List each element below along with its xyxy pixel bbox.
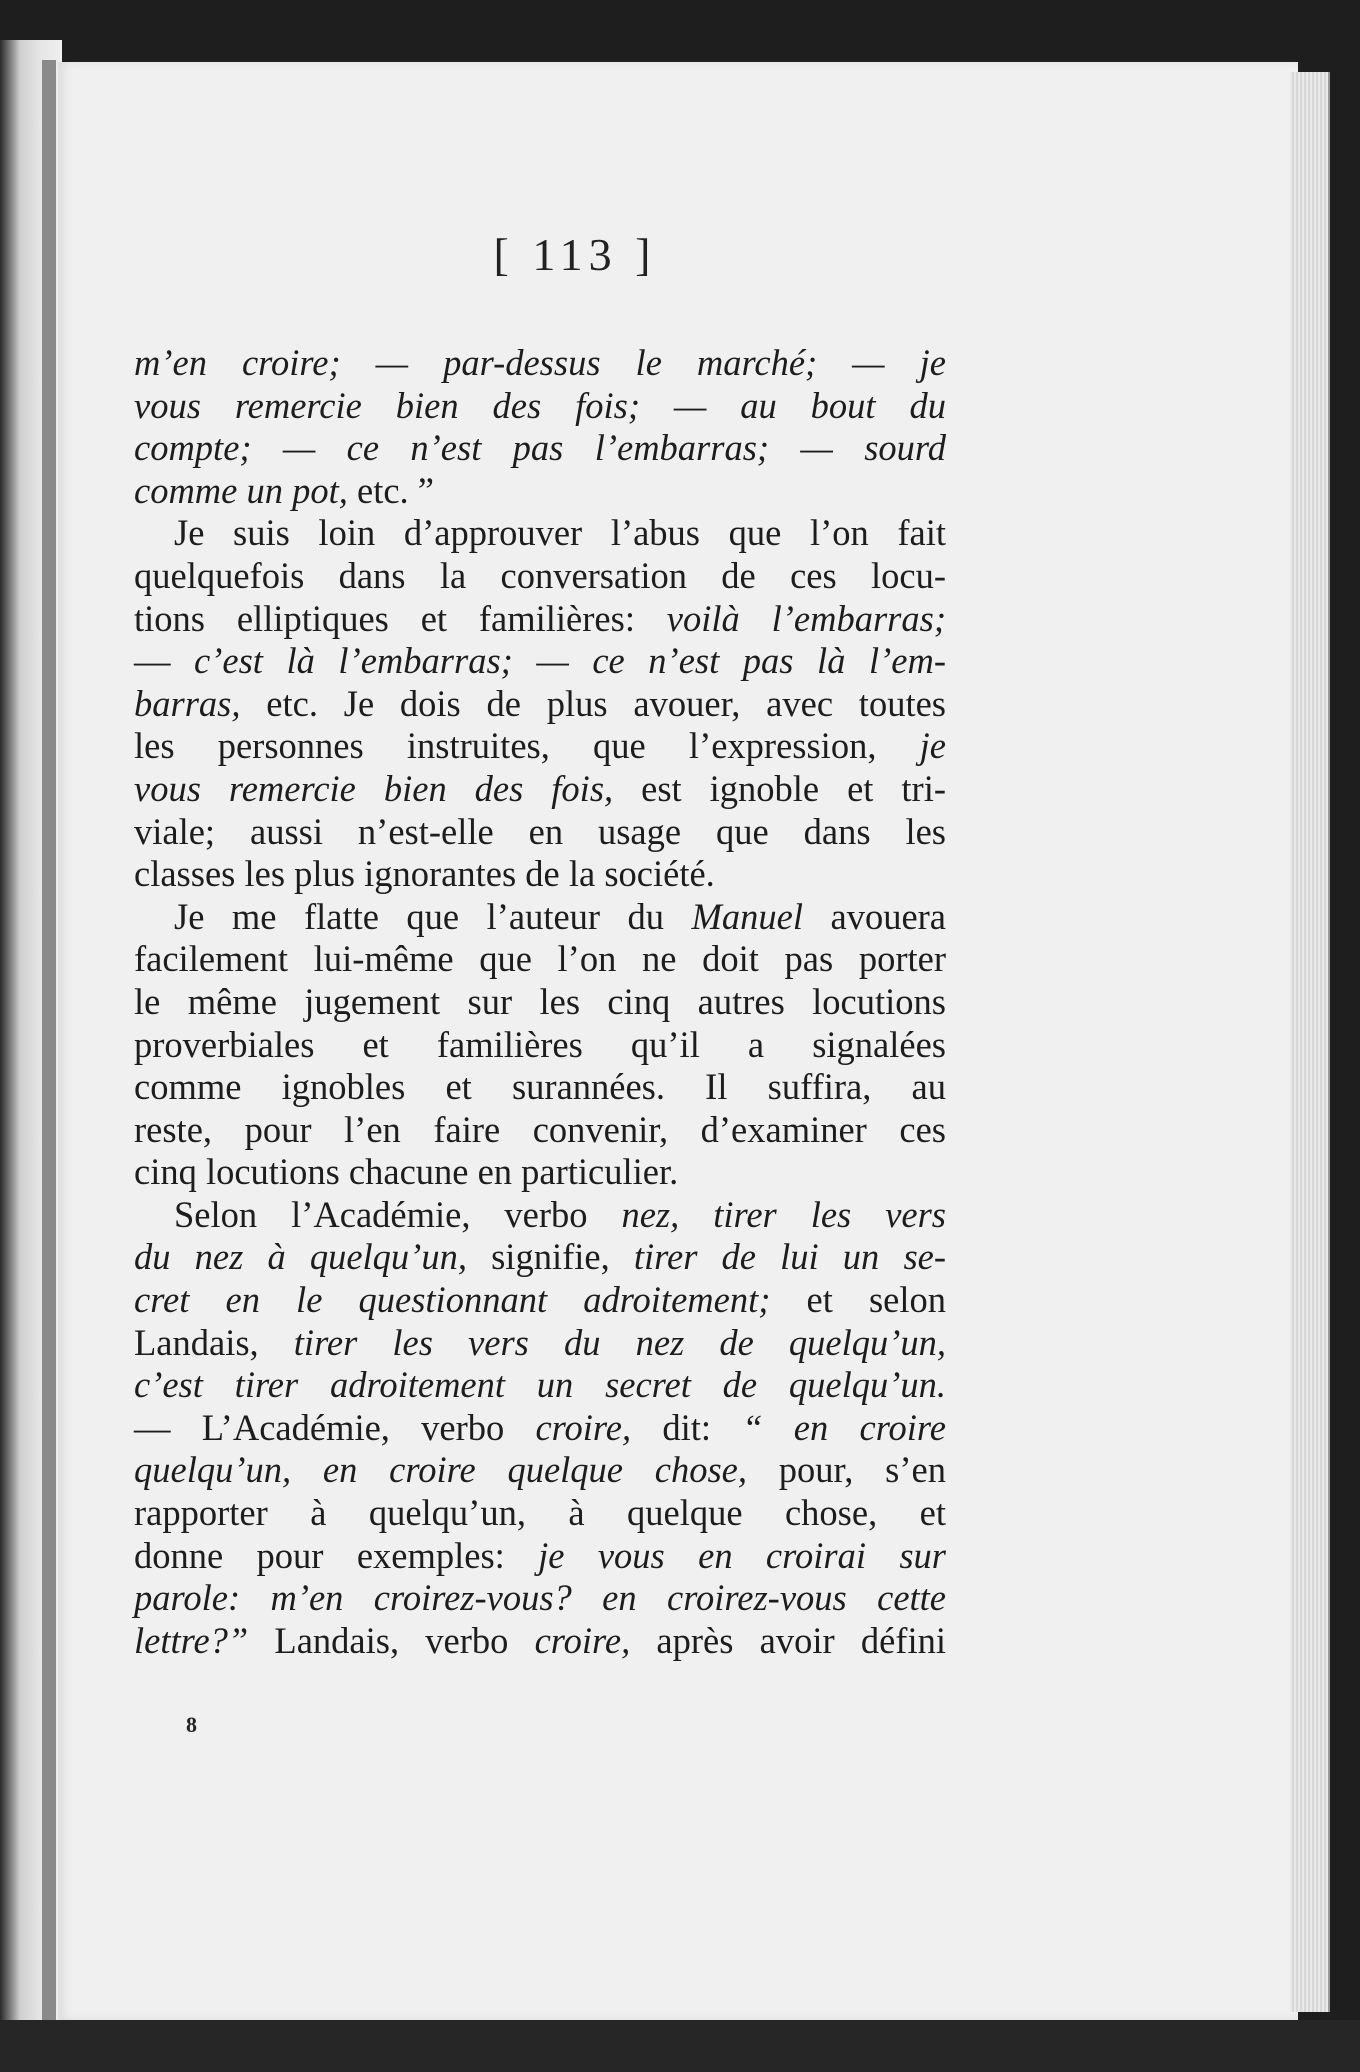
roman-text: avouera [803,895,946,937]
text-line [134,981,946,1024]
text-line [134,1535,946,1578]
text-line [134,1066,946,1109]
roman-text: Je me flatte que l’auteur du [174,895,692,937]
italic-text: je [919,725,946,767]
text-line [134,1407,946,1450]
roman-text: Landais, verbo [248,1619,535,1661]
text-line [134,1492,946,1535]
text-line [134,427,946,470]
roman-text: les personnes instruites, que l’expression, [134,725,920,767]
text-line [134,683,946,726]
roman-text: pour, s’en [747,1449,946,1491]
roman-text: cinq locutions chacune en particulier. [134,1151,679,1193]
text-line [134,1236,946,1279]
italic-text: parole: m’en croirez-vous? en croirez-vous cette [134,1577,946,1619]
italic-text: vous remercie bien des fois, [134,767,614,809]
text-line [134,811,946,854]
roman-text: quelquefois dans la conversation de ces locu- [134,554,946,596]
roman-text: reste, pour l’en faire convenir, d’examiner ces [134,1108,946,1150]
italic-text: voilà l’embarras; [666,597,946,639]
text-line [134,555,946,598]
text-line [134,768,946,811]
text-line [134,470,946,513]
roman-text: donne pour exemples: [134,1534,539,1576]
text-line [134,342,946,385]
roman-text: est ignoble et tri- [613,767,946,809]
text-line [134,598,946,641]
text-line [134,1151,946,1194]
roman-text: comme ignobles et surannées. Il suffira, au [134,1066,946,1108]
italic-text: compte; — ce n’est pas l’embarras; — sourd [134,427,946,469]
italic-text: quelqu’un, en croire quelque chose, [134,1449,748,1491]
text-line [134,1194,946,1237]
text-line [134,1024,946,1067]
roman-text: proverbiales et familières qu’il a signalées [134,1023,946,1065]
roman-text: Landais, [134,1321,294,1363]
italic-text: croire, [534,1619,631,1661]
italic-text: du nez à quelqu’un, [134,1236,467,1278]
roman-text: et selon [770,1279,946,1321]
roman-text: dit: [631,1406,743,1448]
italic-text: c’est tirer adroitement un secret de quelqu’un. [134,1364,946,1406]
text-line [134,853,946,896]
italic-text: lettre?” [134,1619,249,1661]
roman-text: — L’Académie, verbo [134,1406,536,1448]
italic-text: c’est là l’embarras; — ce n’est pas là l’em- [194,640,946,682]
roman-text: Selon l’Académie, verbo [174,1193,622,1235]
roman-text: signifie, [466,1236,634,1278]
text-line [134,938,946,981]
text-line [134,1577,946,1620]
roman-text: classes les plus ignorantes de la société. [134,853,715,895]
roman-text: — [134,640,195,682]
roman-text: rapporter à quelqu’un, à quelque chose, et [134,1492,946,1534]
italic-text: nez, tirer les vers [621,1193,946,1235]
scan-bottom-border [0,2020,1360,2072]
text-line [134,896,946,939]
italic-text: vous remercie bien des fois; — au bout du [134,384,946,426]
book-spine-edge [42,60,56,2020]
text-line [134,1109,946,1152]
text-line [134,1449,946,1492]
italic-text: je vous en croirai sur [538,1534,946,1576]
roman-text: facilement lui-même que l’on ne doit pas porter [134,938,946,980]
italic-text: barras, [134,682,241,724]
text-line [134,1279,946,1322]
roman-text: viale; aussi n’est-elle en usage que dans les [134,810,946,852]
italic-text: tirer les vers du nez de quelqu’un, [293,1321,947,1363]
text-line [134,512,946,555]
body-text [134,342,946,1662]
text-line [134,725,946,768]
page-number-header: [ 113 ] [493,229,657,280]
roman-text: après avoir défini [630,1619,946,1661]
text-line [134,385,946,428]
italic-text: comme un pot, [134,469,348,511]
roman-text: le même jugement sur les cinq autres locutions [134,980,946,1022]
text-line [134,1620,946,1663]
italic-text: m’en croire; — par-dessus le marché; — je [134,342,946,383]
roman-text: tions elliptiques et familières: [134,597,667,639]
text-line [134,1364,946,1407]
signature-mark: 8 [186,1712,197,1737]
italic-text: croire, [535,1406,632,1448]
italic-text: Manuel [691,895,804,937]
text-line [134,1322,946,1365]
text-line [134,640,946,683]
italic-text: tirer de lui un se- [633,1236,947,1278]
italic-text: “ en croire [742,1406,946,1448]
roman-text: etc. ” [347,469,435,511]
italic-text: cret en le questionnant adroitement; [134,1279,771,1321]
roman-text: Je suis loin d’approuver l’abus que l’on fait [174,512,946,554]
page-stack-edge [1290,72,1330,2012]
roman-text: etc. Je dois de plus avouer, avec toutes [240,682,946,724]
